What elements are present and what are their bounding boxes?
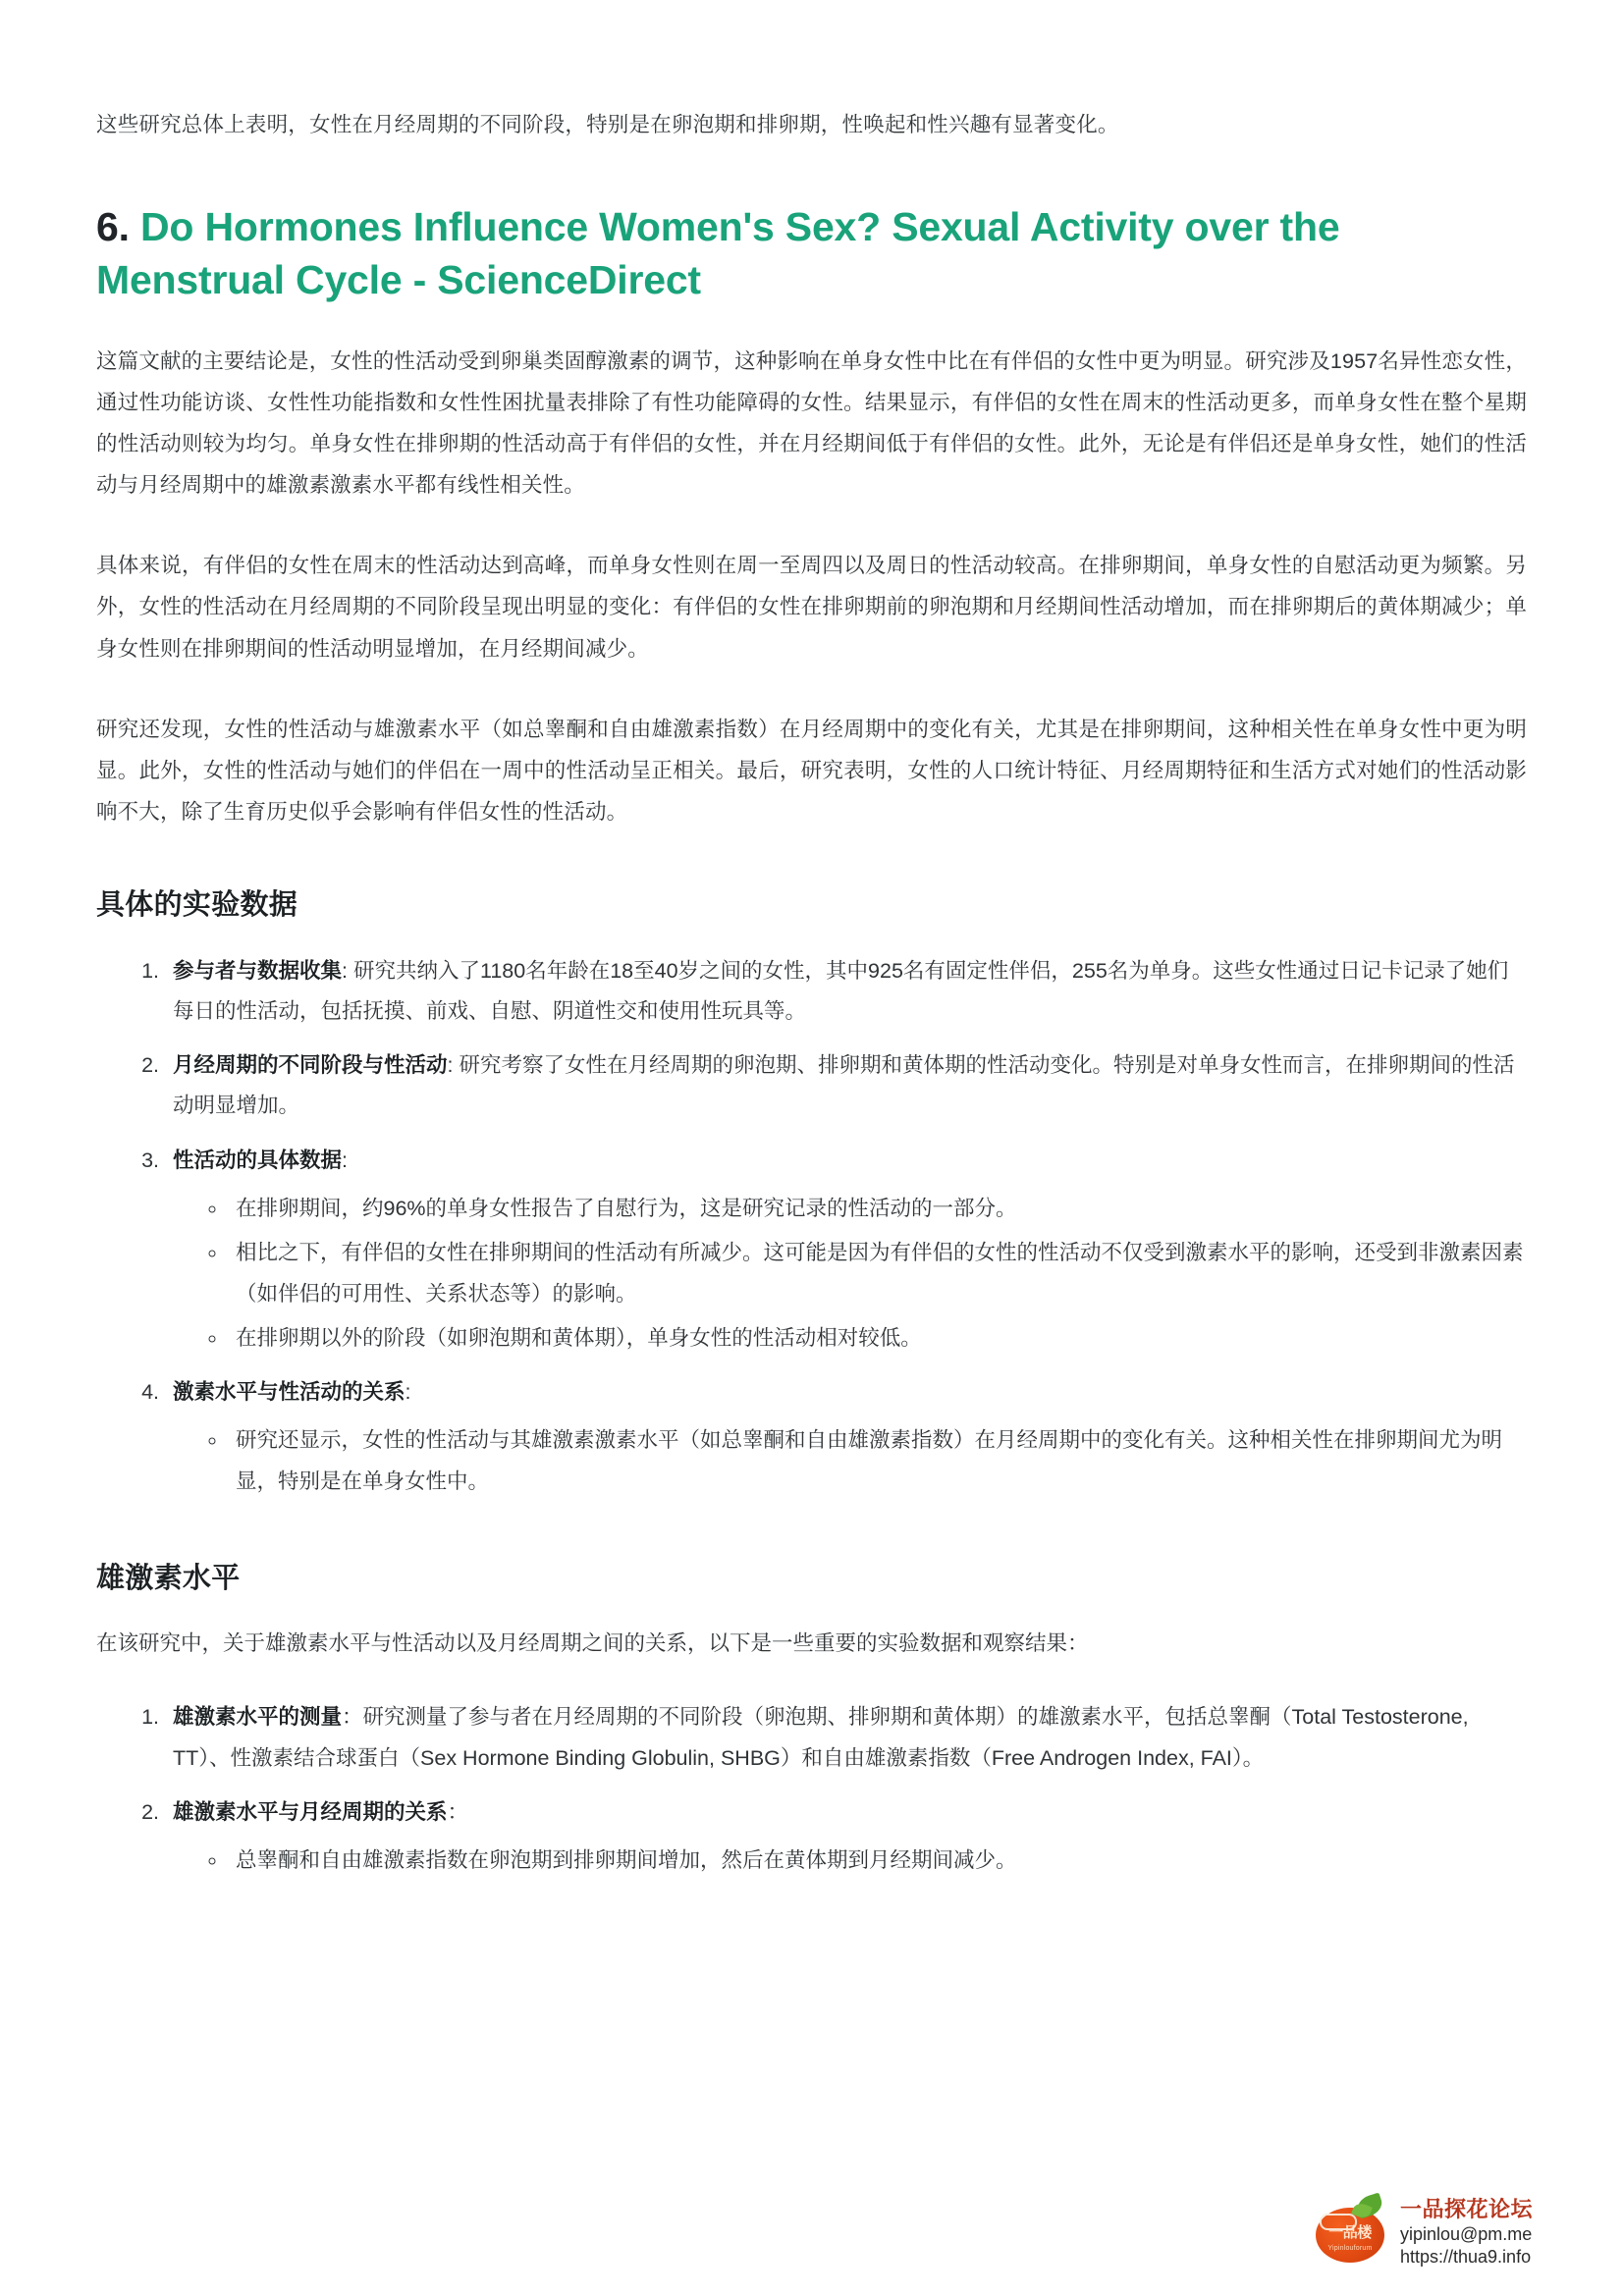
experimental-data-list [96, 951, 1527, 1502]
list-item-separator: : [342, 1148, 348, 1172]
paragraph-1: 这篇文献的主要结论是，女性的性活动受到卵巢类固醇激素的调节，这种影响在单身女性中比在有伴侣的女性中更为明显。研究涉及1957名异性恋女性，通过性功能访谈、女性性功能指数和女性性困扰量表排除了有性功能障碍的女性。结果显示，有伴侣的女性在周末的性活动更多，而单身女性在整个星期的性活动则较为均匀。单身女性在排卵期的性活动高于有伴侣的女性，并在月经期间低于有伴侣的女性。此外，无论是有伴侣还是单身女性，她们的性活动与月经周期中的雄激素激素水平都有线性相关性。 [96, 348, 1527, 498]
section-heading [96, 200, 1527, 307]
list-item-label: 性活动的具体数据 [173, 1148, 343, 1172]
paragraph-3: 研究还发现，女性的性活动与雄激素水平（如总睾酮和自由雄激素指数）在月经周期中的变化有关，尤其是在排卵期间，这种相关性在单身女性中更为明显。此外，女性的性活动与她们的伴侣在一周中的性活动呈正相关。最后，研究表明，女性的人口统计特征、月经周期特征和生活方式对她们的性活动影响不大，除了生育历史似乎会影响有伴侣女性的性活动。 [96, 717, 1527, 824]
list-item-label: 雄激素水平的测量 [173, 1705, 343, 1730]
list-item [165, 1792, 1527, 1882]
list-item-text: 研究考察了女性在月经周期的卵泡期、排卵期和黄体期的性活动变化。特别是对单身女性而言，在排卵期间的性活动明显增加。 [173, 1053, 1515, 1118]
androgen-heading: 雄激素水平 [96, 1562, 241, 1594]
list-item-label: 雄激素水平与月经周期的关系 [173, 1799, 448, 1824]
lead-paragraph: 这些研究总体上表明，女性在月经周期的不同阶段，特别是在卵泡期和排卵期，性唤起和性兴趣有显著变化。 [96, 113, 1119, 136]
list-item-separator: : [405, 1380, 411, 1405]
list-item-separator: : [447, 1053, 460, 1078]
watermark [1314, 2196, 1533, 2269]
logo-subtext: Yipinlouforum [1327, 2244, 1373, 2252]
sub-list-item: ◦ 相比之下，有伴侣的女性在排卵期间的性活动有所减少。这可能是因为有伴侣的女性的性活动不仅受到激素水平的影响，还受到非激素因素（如伴侣的可用性、关系状态等）的影响。 [228, 1233, 1527, 1314]
list-item-separator: : [342, 958, 353, 983]
list-item-separator: ： [447, 1799, 469, 1824]
list-item [165, 1045, 1527, 1127]
forum-logo-icon [1314, 2196, 1386, 2269]
section-title: Do Hormones Influence Women's Sex? Sexual Activity over the Menstrual Cycle - ScienceDirect [96, 203, 1340, 303]
sub-list [173, 1420, 1527, 1502]
list-item-label: 参与者与数据收集 [173, 958, 343, 983]
logo-text: 一品楼 [1328, 2223, 1372, 2241]
sub-list-item: ◦ 研究还显示，女性的性活动与其雄激素激素水平（如总睾酮和自由雄激素指数）在月经周期中的变化有关。这种相关性在排卵期间尤为明显，特别是在单身女性中。 [228, 1420, 1527, 1502]
list-item-separator: ： [342, 1705, 363, 1730]
section-number: 6. [96, 203, 130, 249]
androgen-list [96, 1697, 1527, 1881]
experimental-data-heading: 具体的实验数据 [96, 889, 298, 922]
sub-list-item: ◦ 在排卵期间，约96%的单身女性报告了自慰行为，这是研究记录的性活动的一部分。 [228, 1189, 1527, 1229]
watermark-url[interactable]: https://thua9.info [1399, 2246, 1532, 2267]
list-item [165, 1697, 1527, 1779]
watermark-email: yipinlou@pm.me [1399, 2223, 1533, 2244]
list-item-text: 研究测量了参与者在月经周期的不同阶段（卵泡期、排卵期和黄体期）的雄激素水平，包括总睾酮（Total Testosterone, TT）、性激素结合球蛋白（Sex Hormone Binding Globulin, SHBG）和自由雄激素指数（Free Androgen Index, FAI）。 [173, 1705, 1469, 1770]
list-item [165, 1141, 1527, 1359]
list-item-label: 激素水平与性活动的关系 [173, 1380, 406, 1405]
watermark-text [1400, 2196, 1533, 2269]
sub-list-item: ◦ 在排卵期以外的阶段（如卵泡期和黄体期），单身女性的性活动相对较低。 [228, 1318, 1527, 1359]
watermark-title: 一品探花论坛 [1399, 2196, 1533, 2221]
list-item-label: 月经周期的不同阶段与性活动 [173, 1053, 448, 1078]
sub-list [173, 1841, 1527, 1881]
sub-list [173, 1189, 1527, 1359]
sub-list-item: ◦ 总睾酮和自由雄激素指数在卵泡期到排卵期间增加，然后在黄体期到月经期间减少。 [228, 1841, 1527, 1881]
list-item [165, 1372, 1527, 1502]
list-item-text: 研究共纳入了1180名年龄在18至40岁之间的女性，其中925名有固定性伴侣，255名为单身。这些女性通过日记卡记录了她们每日的性活动，包括抚摸、前戏、自慰、阴道性交和使用性玩具等。 [173, 958, 1509, 1023]
list-item [165, 951, 1527, 1033]
paragraph-2: 具体来说，有伴侣的女性在周末的性活动达到高峰，而单身女性则在周一至周四以及周日的性活动较高。在排卵期间，单身女性的自慰活动更为频繁。另外，女性的性活动在月经周期的不同阶段呈现出明显的变化：有伴侣的女性在排卵期前的卵泡期和月经期间性活动增加，而在排卵期后的黄体期减少；单身女性则在排卵期间的性活动明显增加，在月经期间减少。 [96, 554, 1527, 661]
androgen-intro: 在该研究中，关于雄激素水平与性活动以及月经周期之间的关系，以下是一些重要的实验数据和观察结果： [96, 1631, 1089, 1656]
